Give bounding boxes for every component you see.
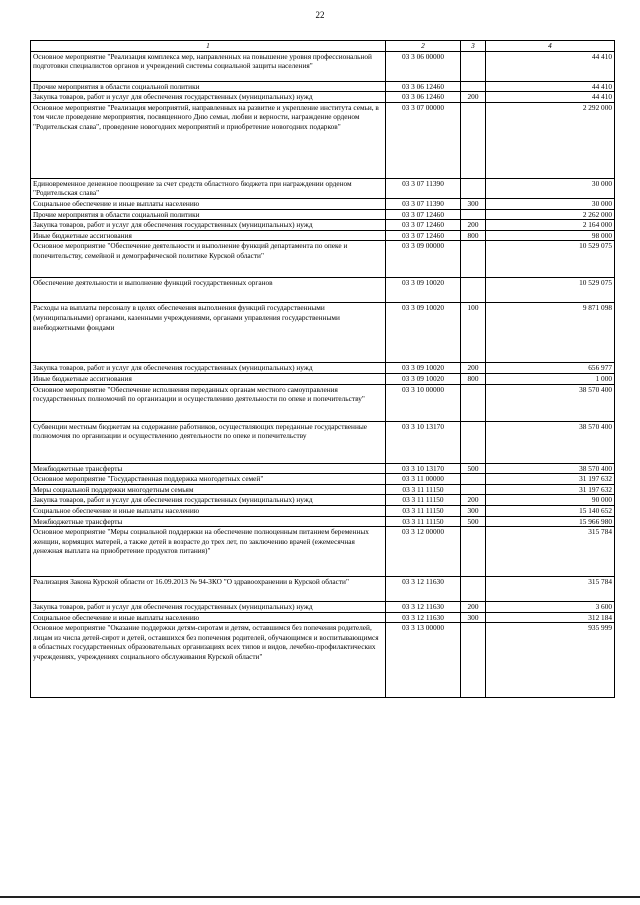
row-type xyxy=(461,421,486,463)
row-name: Основное мероприятие "Реализация комплекса мер, направленных на повышение уровня профессиональной подготовки специалистов органов и учреждений системы социальной защиты населения" xyxy=(31,51,386,81)
row-type xyxy=(461,484,486,495)
row-amount: 935 999 xyxy=(486,623,615,698)
row-type: 300 xyxy=(461,612,486,623)
row-type: 300 xyxy=(461,198,486,209)
row-amount: 10 529 075 xyxy=(486,241,615,278)
row-type xyxy=(461,527,486,577)
row-name: Закупка товаров, работ и услуг для обеспечения государственных (муниципальных) нужд xyxy=(31,220,386,231)
row-code: 03 3 09 10020 xyxy=(386,363,461,374)
row-code: 03 3 07 12460 xyxy=(386,220,461,231)
table-row xyxy=(31,612,615,623)
row-amount: 44 410 xyxy=(486,51,615,81)
row-amount: 31 197 632 xyxy=(486,474,615,485)
row-amount: 15 140 652 xyxy=(486,505,615,516)
row-amount: 3 600 xyxy=(486,602,615,613)
row-name: Расходы на выплаты персоналу в целях обеспечения выполнения функций государственными (муниципальными) органами, казенными учреждениями, органами управления государственными внебюджетными фондами xyxy=(31,303,386,363)
row-code: 03 3 06 12460 xyxy=(386,81,461,92)
row-name: Субвенции местным бюджетам на содержание работников, осуществляющих переданные государственные полномочия по организации и осуществлению деятельности по опеке и попечительству xyxy=(31,421,386,463)
row-name: Социальное обеспечение и иные выплаты населению xyxy=(31,505,386,516)
row-name: Межбюджетные трансферты xyxy=(31,516,386,527)
row-code: 03 3 11 11150 xyxy=(386,484,461,495)
row-name: Основное мероприятие "Обеспечение деятельности и выполнение функций департамента по опеке и попечительству, семейной и демографической политике Курской области" xyxy=(31,241,386,278)
row-name: Основное мероприятие "Оказание поддержки детям-сиротам и детям, оставшимся без попечения родителей, лицам из числа детей-сирот и детей, оставшихся без попечения родителей, обучающимся и воспитывающимся в областных государственных образовательных организациях всех типов и видов, лечебно-профилактических учреждениях, учреждениях социального обслуживания Курской области" xyxy=(31,623,386,698)
row-name: Основное мероприятие "Меры социальной поддержки на обеспечение полноценным питанием беременных женщин, кормящих матерей, а также детей в возрасте до трех лет, по заключению врачей (ежемесячная денежная выплата на приобретение продуктов питания)" xyxy=(31,527,386,577)
row-type: 200 xyxy=(461,220,486,231)
table-row xyxy=(31,373,615,384)
row-type: 800 xyxy=(461,373,486,384)
row-name: Основное мероприятие "Государственная поддержка многодетных семей" xyxy=(31,474,386,485)
row-type: 200 xyxy=(461,602,486,613)
row-amount: 38 570 400 xyxy=(486,463,615,474)
row-type xyxy=(461,102,486,178)
row-code: 03 3 12 11630 xyxy=(386,577,461,602)
table-row xyxy=(31,209,615,220)
row-type: 500 xyxy=(461,516,486,527)
table-row xyxy=(31,602,615,613)
row-name: Закупка товаров, работ и услуг для обеспечения государственных (муниципальных) нужд xyxy=(31,495,386,506)
row-type: 500 xyxy=(461,463,486,474)
table-body xyxy=(31,51,615,698)
table-row xyxy=(31,278,615,303)
table-row xyxy=(31,178,615,198)
row-code: 03 3 07 12460 xyxy=(386,230,461,241)
row-type xyxy=(461,384,486,421)
header-col-1: 1 xyxy=(31,41,386,52)
row-code: 03 3 09 10020 xyxy=(386,303,461,363)
table-row xyxy=(31,198,615,209)
row-name: Закупка товаров, работ и услуг для обеспечения государственных (муниципальных) нужд xyxy=(31,92,386,103)
row-amount: 30 000 xyxy=(486,178,615,198)
row-type: 200 xyxy=(461,92,486,103)
row-name: Межбюджетные трансферты xyxy=(31,463,386,474)
table-row xyxy=(31,51,615,81)
row-type: 300 xyxy=(461,505,486,516)
table-row xyxy=(31,421,615,463)
row-amount: 315 784 xyxy=(486,527,615,577)
row-code: 03 3 09 10020 xyxy=(386,278,461,303)
row-type xyxy=(461,241,486,278)
row-type xyxy=(461,178,486,198)
table-row xyxy=(31,230,615,241)
row-name: Социальное обеспечение и иные выплаты населению xyxy=(31,612,386,623)
row-amount: 1 000 xyxy=(486,373,615,384)
row-name: Иные бюджетные ассигнования xyxy=(31,230,386,241)
row-type xyxy=(461,577,486,602)
row-type: 800 xyxy=(461,230,486,241)
row-code: 03 3 10 13170 xyxy=(386,463,461,474)
row-amount: 9 871 098 xyxy=(486,303,615,363)
table-row xyxy=(31,474,615,485)
row-amount: 312 184 xyxy=(486,612,615,623)
row-type xyxy=(461,81,486,92)
budget-table xyxy=(30,40,615,698)
row-name: Закупка товаров, работ и услуг для обеспечения государственных (муниципальных) нужд xyxy=(31,602,386,613)
table-row xyxy=(31,102,615,178)
table-row xyxy=(31,516,615,527)
row-name: Реализация Закона Курской области от 16.09.2013 № 94-ЗКО "О здравоохранении в Курской области" xyxy=(31,577,386,602)
row-name: Иные бюджетные ассигнования xyxy=(31,373,386,384)
row-code: 03 3 11 11150 xyxy=(386,505,461,516)
row-amount: 44 410 xyxy=(486,81,615,92)
table-row xyxy=(31,463,615,474)
table-row xyxy=(31,505,615,516)
row-code: 03 3 10 13170 xyxy=(386,421,461,463)
row-type: 100 xyxy=(461,303,486,363)
row-name: Социальное обеспечение и иные выплаты населению xyxy=(31,198,386,209)
row-type xyxy=(461,474,486,485)
row-name: Меры социальной поддержки многодетным семьям xyxy=(31,484,386,495)
row-code: 03 3 09 10020 xyxy=(386,373,461,384)
table-row xyxy=(31,623,615,698)
table-row xyxy=(31,484,615,495)
row-amount: 10 529 075 xyxy=(486,278,615,303)
row-code: 03 3 11 00000 xyxy=(386,474,461,485)
row-amount: 38 570 400 xyxy=(486,384,615,421)
row-code: 03 3 12 00000 xyxy=(386,527,461,577)
row-code: 03 3 09 00000 xyxy=(386,241,461,278)
row-amount: 30 000 xyxy=(486,198,615,209)
row-amount: 31 197 632 xyxy=(486,484,615,495)
row-code: 03 3 12 11630 xyxy=(386,612,461,623)
row-type xyxy=(461,623,486,698)
row-code: 03 3 13 00000 xyxy=(386,623,461,698)
row-code: 03 3 07 00000 xyxy=(386,102,461,178)
row-code: 03 3 07 12460 xyxy=(386,209,461,220)
row-name: Прочие мероприятия в области социальной политики xyxy=(31,81,386,92)
row-name: Обеспечение деятельности и выполнение функций государственных органов xyxy=(31,278,386,303)
table-row xyxy=(31,384,615,421)
header-col-3: 3 xyxy=(461,41,486,52)
row-code: 03 3 11 11150 xyxy=(386,516,461,527)
table-row xyxy=(31,220,615,231)
bottom-scan-edge xyxy=(0,896,640,898)
row-name: Единовременное денежное поощрение за счет средств областного бюджета при награждении орденом "Родительская слава" xyxy=(31,178,386,198)
row-type xyxy=(461,278,486,303)
row-amount: 15 966 980 xyxy=(486,516,615,527)
table-row xyxy=(31,577,615,602)
page-number: 22 xyxy=(315,10,325,20)
row-name: Основное мероприятие "Обеспечение исполнения переданных органам местного самоуправления государственных полномочий по организации и осуществлению деятельности по опеке и попечительству" xyxy=(31,384,386,421)
row-amount: 2 292 000 xyxy=(486,102,615,178)
row-code: 03 3 06 12460 xyxy=(386,92,461,103)
row-type: 200 xyxy=(461,363,486,374)
row-code: 03 3 06 00000 xyxy=(386,51,461,81)
header-col-4: 4 xyxy=(486,41,615,52)
row-amount: 2 262 000 xyxy=(486,209,615,220)
row-code: 03 3 07 11390 xyxy=(386,178,461,198)
row-amount: 315 784 xyxy=(486,577,615,602)
table-row xyxy=(31,81,615,92)
row-code: 03 3 12 11630 xyxy=(386,602,461,613)
table-row xyxy=(31,303,615,363)
table-row xyxy=(31,495,615,506)
row-amount: 38 570 400 xyxy=(486,421,615,463)
row-type xyxy=(461,51,486,81)
row-type: 200 xyxy=(461,495,486,506)
table-row xyxy=(31,527,615,577)
row-amount: 2 164 000 xyxy=(486,220,615,231)
row-amount: 656 977 xyxy=(486,363,615,374)
header-col-2: 2 xyxy=(386,41,461,52)
row-name: Прочие мероприятия в области социальной политики xyxy=(31,209,386,220)
row-amount: 90 000 xyxy=(486,495,615,506)
row-code: 03 3 11 11150 xyxy=(386,495,461,506)
row-code: 03 3 10 00000 xyxy=(386,384,461,421)
table-row xyxy=(31,363,615,374)
row-code: 03 3 07 11390 xyxy=(386,198,461,209)
table-row xyxy=(31,241,615,278)
table-header-row xyxy=(31,41,615,52)
row-name: Основное мероприятие "Реализация мероприятий, направленных на развитие и укрепление института семьи, в том числе проведение мероприятия, посвященного Дню семьи, любви и верности, награждение орденом "Родительская слава", проведение новогодних мероприятий и приобретение новогодних подарков" xyxy=(31,102,386,178)
row-amount: 44 410 xyxy=(486,92,615,103)
row-type xyxy=(461,209,486,220)
table-row xyxy=(31,92,615,103)
row-name: Закупка товаров, работ и услуг для обеспечения государственных (муниципальных) нужд xyxy=(31,363,386,374)
row-amount: 98 000 xyxy=(486,230,615,241)
